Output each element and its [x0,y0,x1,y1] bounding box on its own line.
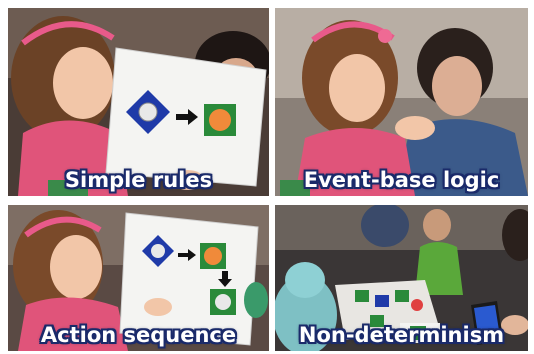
caption-simple-rules: Simple rules [64,168,213,192]
caption-action-sequence: Action sequence [40,323,237,347]
caption-event-base-logic: Event-base logic [303,168,500,192]
panel-non-determinism [275,205,528,351]
panel-action-sequence [8,205,269,351]
panel-event-base-logic [275,8,528,196]
caption-non-determinism: Non-determinism [298,323,505,347]
panel-simple-rules [8,8,269,196]
